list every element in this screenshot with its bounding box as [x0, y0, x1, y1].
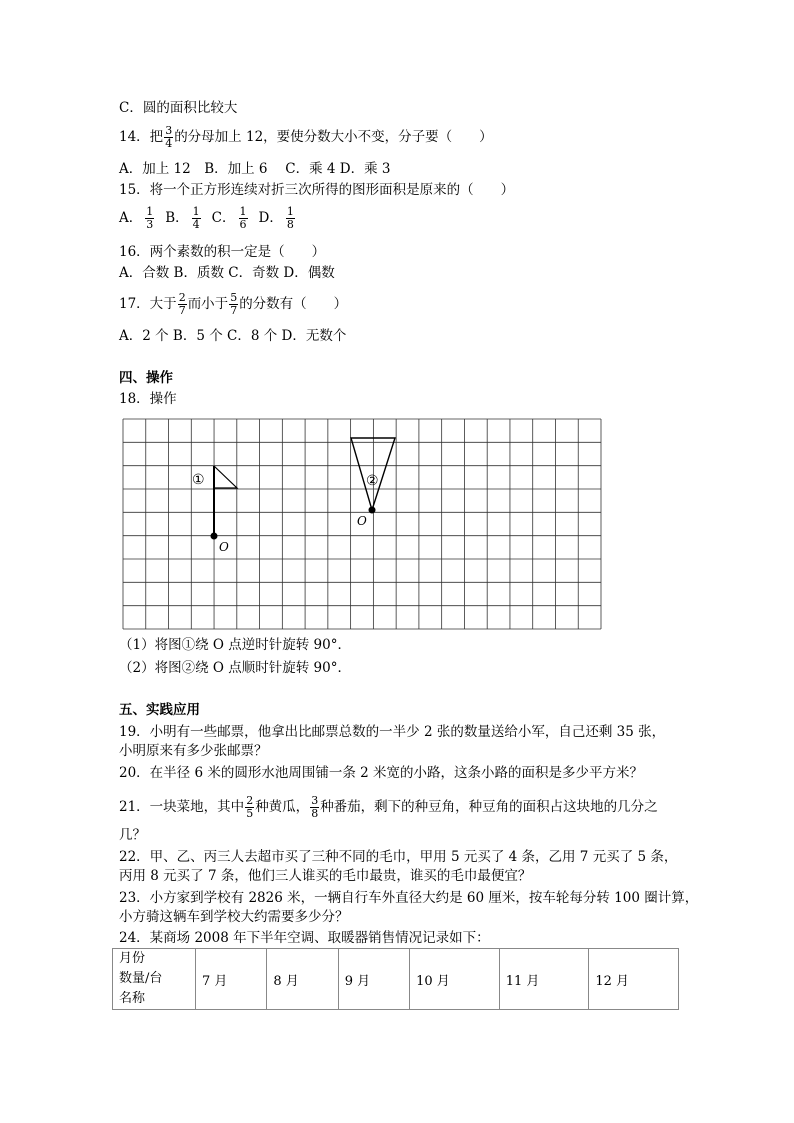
- point-o-label-1: O: [219, 540, 229, 554]
- question-15-options: [119, 206, 306, 231]
- question-15: 15．将一个正方形连续对折三次所得的图形面积是原来的（ ）: [119, 182, 515, 198]
- table-row: [113, 949, 679, 1010]
- question-21-line-1: 21．一块菜地，其中 $\frac{2}{5}$ 种黄瓜， $\frac{3}{8}$ 种番茄，剩下的种豆角，种豆角的面积占这块地的几分之: [119, 794, 658, 820]
- question-18-part-2: （2）将图②绕 O 点顺时针旋转 90°．: [119, 660, 351, 676]
- question-18: 18．操作: [119, 391, 177, 407]
- option-q15: A． $\frac{1}{3}$: [119, 205, 154, 231]
- table-month-cell: 7 月: [196, 949, 267, 1010]
- question-17: 17．大于 $\frac{2}{7}$ 而小于 $\frac{5}{7}$ 的分数有（ ）: [119, 291, 348, 317]
- table-month-cell: 9 月: [338, 949, 409, 1010]
- question-24: 24．某商场 2008 年下半年空调、取暖器销售情况记录如下：: [119, 930, 490, 946]
- section-heading-4: 四、操作: [119, 370, 173, 386]
- fraction: $\frac{1}{6}$: [239, 205, 247, 231]
- question-19-line-1: 19．小明有一些邮票，他拿出比邮票总数的一半少 2 张的数量送给小军，自己还剩 35 张，: [119, 724, 666, 740]
- question-21-line-2: 几？: [119, 827, 146, 843]
- option-q15: B． $\frac{1}{4}$: [165, 205, 200, 231]
- question-22-line-1: 22．甲、乙、丙三人去超市买了三种不同的毛巾，甲用 5 元买了 4 条，乙用 7 元买了 5 条，: [119, 849, 678, 865]
- table-month-cell: 11 月: [499, 949, 589, 1010]
- question-20: 20．在半径 6 米的圆形水池周围铺一条 2 米宽的小路，这条小路的面积是多少平方米？: [119, 765, 644, 781]
- fraction: $\frac{2}{5}$: [246, 794, 254, 820]
- section-heading-5: 五、实践应用: [119, 702, 200, 718]
- question-19-line-2: 小明原来有多少张邮票？: [119, 743, 268, 759]
- fraction: $\frac{1}{4}$: [192, 205, 200, 231]
- question-17-options: A．2 个 B．5 个 C．8 个 D．无数个: [119, 328, 347, 344]
- option-q15: C． $\frac{1}{6}$: [211, 205, 247, 231]
- rotation-grid-figure: [122, 418, 602, 630]
- question-22-line-2: 丙用 8 元买了 7 条，他们三人谁买的毛巾最贵，谁买的毛巾最便宜？: [119, 868, 532, 884]
- sales-table: [112, 948, 679, 1010]
- table-month-cell: 8 月: [267, 949, 338, 1010]
- figure-label-1: ①: [192, 472, 205, 488]
- point-o-label-2: O: [357, 514, 367, 528]
- fraction: $\frac{2}{7}$: [178, 291, 186, 317]
- fraction: $\frac{1}{3}$: [146, 205, 154, 231]
- fraction: $\frac{3}{4}$: [165, 124, 173, 150]
- question-23-line-2: 小方骑这辆车到学校大约需要多少分？: [119, 909, 349, 925]
- fraction: $\frac{3}{8}$: [311, 794, 319, 820]
- question-16-options: A．合数 B．质数 C．奇数 D．偶数: [119, 265, 335, 281]
- question-14: 14．把 $\frac{3}{4}$ 的分母加上 12，要使分数大小不变，分子要（ ）: [119, 124, 493, 150]
- option-c-text: C．圆的面积比较大: [119, 100, 238, 116]
- question-18-part-1: （1）将图①绕 O 点逆时针旋转 90°．: [119, 637, 351, 653]
- question-23-line-1: 23．小方家到学校有 2826 米，一辆自行车外直径大约是 60 厘米，按车轮每分转 100 圈计算，: [119, 890, 699, 906]
- figure-label-2: ②: [366, 473, 379, 489]
- rotation-point-o1: [211, 533, 218, 540]
- rotation-point-o2: [369, 507, 376, 514]
- table-month-cell: 12 月: [589, 949, 679, 1010]
- option-q15: D． $\frac{1}{8}$: [258, 205, 294, 231]
- table-month-cell: 10 月: [410, 949, 500, 1010]
- question-14-options: A．加上 12 B．加上 6 C．乘 4 D．乘 3: [119, 161, 391, 177]
- table-header-cell: 月份 数量/台 名称: [113, 949, 196, 1010]
- fraction: $\frac{1}{8}$: [286, 205, 294, 231]
- fraction: $\frac{5}{7}$: [230, 291, 238, 317]
- question-16: 16．两个素数的积一定是（ ）: [119, 244, 326, 260]
- figure-1-flag: [211, 466, 238, 540]
